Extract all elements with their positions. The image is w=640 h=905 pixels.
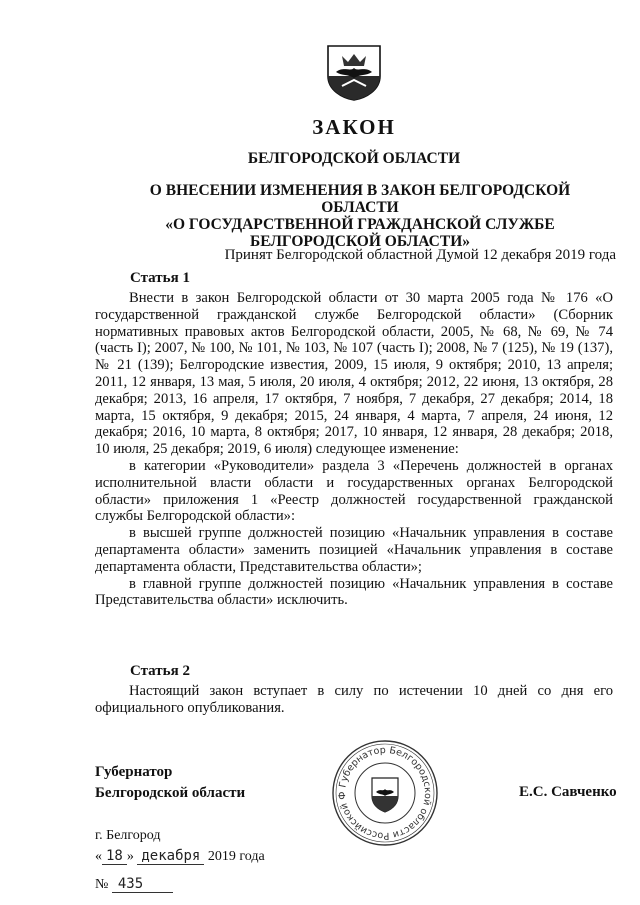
belgorod-coat-of-arms-icon bbox=[322, 42, 386, 102]
adoption-note: Принят Белгородской областной Думой 12 декабря 2019 года bbox=[224, 247, 616, 263]
article-1-body bbox=[95, 290, 613, 609]
signatory-name: Е.С. Савченко bbox=[519, 784, 617, 800]
article-1-heading: Статья 1 bbox=[130, 270, 190, 286]
seal-stamp-icon bbox=[330, 738, 440, 848]
signatory-position bbox=[95, 762, 245, 804]
official-seal bbox=[330, 738, 440, 848]
seal-text: Губернатор Белгородской области Российской Ф bbox=[336, 744, 434, 842]
law-subject-line: О ВНЕСЕНИИ ИЗМЕНЕНИЯ В ЗАКОН БЕЛГОРОДСКОЙ ОБЛАСТИ bbox=[149, 182, 571, 216]
signing-date bbox=[95, 846, 265, 867]
law-subject-line: «О ГОСУДАРСТВЕННОЙ ГРАЖДАНСКОЙ СЛУЖБЕ bbox=[165, 216, 555, 233]
signatory-position-line: Губернатор bbox=[95, 764, 173, 780]
document-title: ЗАКОН bbox=[312, 115, 396, 139]
article-2-body bbox=[95, 683, 613, 717]
place-of-signing: г. Белгород bbox=[95, 828, 161, 843]
date-day: 18 bbox=[102, 848, 127, 865]
number-value: 435 bbox=[112, 876, 173, 893]
date-open-quote: « bbox=[95, 849, 102, 864]
signatory-position-line: Белгородской области bbox=[95, 785, 246, 801]
article-2-heading: Статья 2 bbox=[130, 663, 190, 679]
place-and-date bbox=[95, 826, 265, 867]
law-subject-line: БЕЛГОРОДСКОЙ ОБЛАСТИ» bbox=[249, 233, 471, 250]
article-1-paragraph: в высшей группе должностей позицию «Начальник управления в составе департамента области» заменить позицией «Начальник управления в составе департамента области, Представительства области»; bbox=[95, 525, 613, 575]
number-label: № bbox=[95, 877, 109, 892]
article-1-paragraph: в категории «Руководители» раздела 3 «Перечень должностей в органах исполнительной власти области и государственных органах Белгородской области» приложения 1 «Реестр должностей государственной гражданской службы Белгородской области»: bbox=[95, 457, 613, 525]
date-close-quote: » bbox=[126, 849, 134, 864]
document-region: БЕЛГОРОДСКОЙ ОБЛАСТИ bbox=[247, 150, 461, 167]
date-month: декабря bbox=[137, 848, 204, 865]
coat-of-arms-emblem bbox=[322, 42, 386, 102]
article-2-paragraph: Настоящий закон вступает в силу по истечении 10 дней со дня его официального опубликования. bbox=[95, 683, 613, 716]
article-1-paragraph: в главной группе должностей позицию «Начальник управления в составе Представительства области» исключить. bbox=[95, 575, 613, 609]
article-1-paragraph: Внести в закон Белгородской области от 30 марта 2005 года № 176 «О государственной гражданской службе Белгородской области» (Сборник нормативных правовых актов Белгородской области, 2005, № 68, № 69, № 74 (часть I); 2007, № 100, № 101, № 103, № 107 (часть I); 2008, № 7 (125), № 19 (137), № 21 (139); Белгородские известия, 2009, 15 июля, 9 октября; 2010, 13 апреля; 2011, 12 января, 13 мая, 5 июля, 20 июля, 4 октября; 2012, 22 июня, 13 октября, 28 декабря; 2013, 16 апреля, 17 октября, 7 ноября, 7 декабря, 27 декабря; 2014, 18 марта, 15 октября, 9 декабря; 2015, 24 января, 4 марта, 7 апреля, 24 июня, 12 декабря; 2016, 10 марта, 8 октября; 2017, 10 января, 12 января, 28 декабря; 2018, 10 июля, 25 декабря; 2019, 6 июля) следующее изменение: bbox=[95, 290, 613, 458]
law-subject bbox=[120, 182, 600, 250]
date-year: 2019 года bbox=[207, 849, 265, 864]
law-number bbox=[95, 876, 173, 893]
